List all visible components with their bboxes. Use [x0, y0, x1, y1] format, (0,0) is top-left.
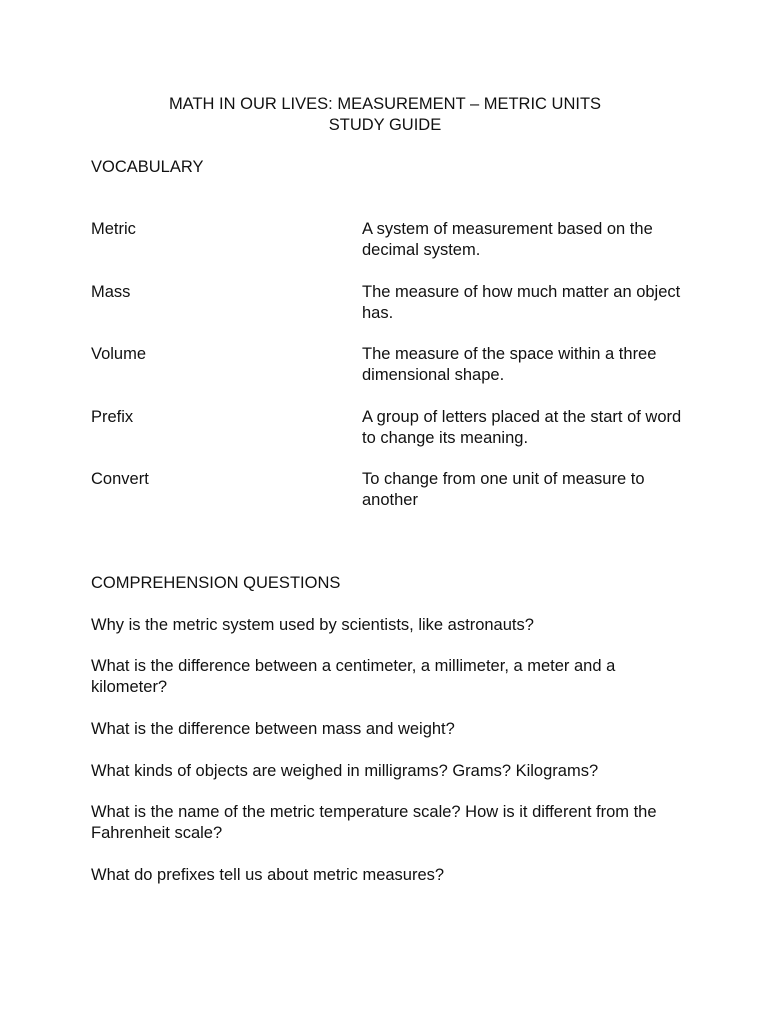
- vocab-term: Prefix: [91, 408, 134, 426]
- question-item: What kinds of objects are weighed in milligrams? Grams? Kilograms?: [91, 762, 599, 780]
- vocab-definition: The measure of the space within a three dimensional shape.: [362, 345, 657, 384]
- question-item: What is the name of the metric temperature scale? How is it different from the Fahrenheit scale?: [91, 803, 657, 842]
- vocab-definition: A system of measurement based on the decimal system.: [362, 220, 653, 259]
- page-title: [0, 94, 770, 136]
- vocab-definition: The measure of how much matter an object has.: [362, 283, 681, 322]
- vocab-term: Metric: [91, 220, 136, 238]
- question-item: What is the difference between mass and weight?: [91, 720, 455, 738]
- comprehension-heading: COMPREHENSION QUESTIONS: [91, 574, 341, 592]
- vocabulary-heading: VOCABULARY: [91, 158, 204, 176]
- vocab-term: Convert: [91, 470, 149, 488]
- vocab-definition: To change from one unit of measure to another: [362, 470, 645, 509]
- question-item: What do prefixes tell us about metric measures?: [91, 866, 445, 884]
- title-line-2: STUDY GUIDE: [328, 116, 442, 134]
- vocab-term: Mass: [91, 283, 131, 301]
- vocab-definition: A group of letters placed at the start of word to change its meaning.: [362, 408, 682, 447]
- vocab-term: Volume: [91, 345, 147, 363]
- title-line-1: MATH IN OUR LIVES: MEASUREMENT – METRIC UNITS: [168, 95, 602, 113]
- question-item: What is the difference between a centimeter, a millimeter, a meter and a kilometer?: [91, 657, 616, 696]
- question-item: Why is the metric system used by scientists, like astronauts?: [91, 616, 534, 634]
